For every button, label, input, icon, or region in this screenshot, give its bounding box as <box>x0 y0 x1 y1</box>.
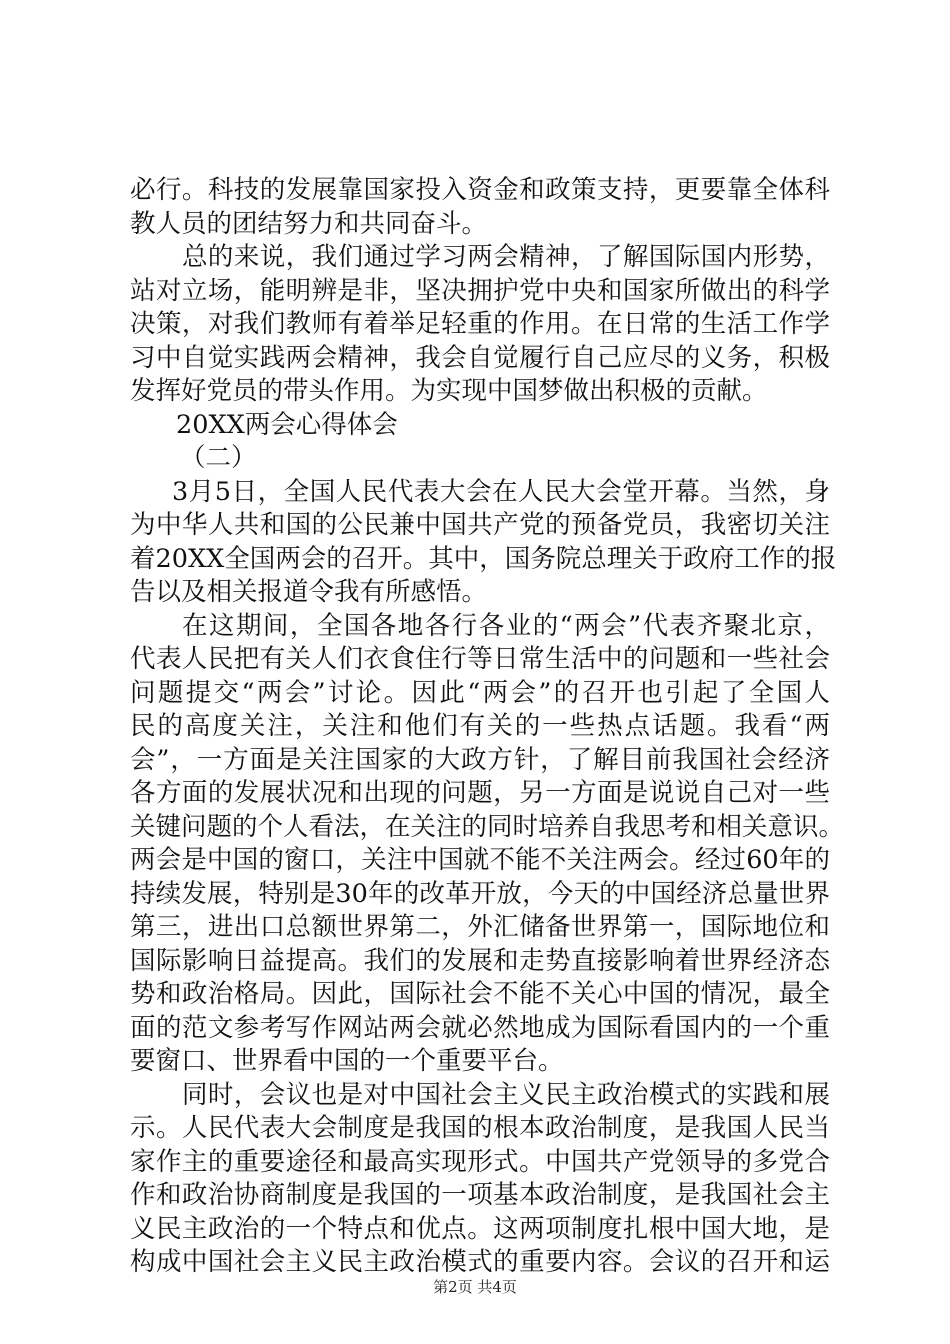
document-body <box>130 174 845 1280</box>
text-line: 各方面的发展状况和出现的问题，另一方面是说说自己对一些 <box>130 778 830 808</box>
text-line: 20XX两会心得体会 <box>176 409 398 440</box>
text-line: 家作主的重要途径和最高实现形式。中国共产党领导的多党合 <box>130 1146 830 1177</box>
text-line: 两会是中国的窗口，关注中国就不能不关注两会。经过60年的 <box>130 845 830 875</box>
text-line: 站对立场，能明辨是非，坚决拥护党中央和国家所做出的科学 <box>130 275 830 306</box>
text-line: 同时，会议也是对中国社会主义民主政治模式的实践和展 <box>182 1079 830 1110</box>
text-line: 第三，进出口总额世界第二，外汇储备世界第一，国际地位和 <box>130 912 830 942</box>
text-line: 告以及相关报道令我有所感悟。 <box>130 577 488 607</box>
text-line: 国际影响日益提高。我们的发展和走势直接影响着世界经济态 <box>130 945 830 976</box>
text-line: 问题提交“两会”讨论。因此“两会”的召开也引起了全国人 <box>130 677 830 708</box>
text-line: 会”，一方面是关注国家的大政方针，了解目前我国社会经济 <box>130 744 830 775</box>
text-line: 要窗口、世界看中国的一个重要平台。 <box>130 1046 564 1076</box>
text-line: 教人员的团结努力和共同奋斗。 <box>130 208 488 239</box>
text-line: 习中自觉实践两会精神，我会自觉履行自己应尽的义务，积极 <box>130 342 830 373</box>
text-line: 着20XX全国两会的召开。其中，国务院总理关于政府工作的报 <box>130 543 837 574</box>
text-line: 必行。科技的发展靠国家投入资金和政策支持，更要靠全体科 <box>130 175 830 205</box>
text-line: 决策，对我们教师有着举足轻重的作用。在日常的生活工作学 <box>130 309 830 339</box>
text-line: 在这期间，全国各地各行各业的“两会”代表齐聚北京， <box>182 610 830 641</box>
text-line: 为中华人共和国的公民兼中国共产党的预备党员，我密切关注 <box>130 510 830 540</box>
text-line: 发挥好党员的带头作用。为实现中国梦做出积极的贡献。 <box>130 376 768 406</box>
page-footer: 第2页 共4页 <box>433 1278 517 1296</box>
text-line: 3月5日，全国人民代表大会在人民大会堂开幕。当然，身 <box>172 476 830 507</box>
text-line: 面的范文参考写作网站两会就必然地成为国际看国内的一个重 <box>130 1012 830 1043</box>
text-line: 势和政治格局。因此，国际社会不能不关心中国的情况，最全 <box>130 979 830 1009</box>
text-line: 义民主政治的一个特点和优点。这两项制度扎根中国大地，是 <box>130 1213 830 1244</box>
text-line: 作和政治协商制度是我国的一项基本政治制度，是我国社会主 <box>130 1180 830 1210</box>
text-line: 构成中国社会主义民主政治模式的重要内容。会议的召开和运 <box>130 1247 830 1277</box>
text-line: 民的高度关注，关注和他们有关的一些热点话题。我看“两 <box>130 711 830 741</box>
text-line: 总的来说，我们通过学习两会精神，了解国际国内形势， <box>182 242 830 272</box>
text-line: （二） <box>180 443 257 473</box>
text-line: 代表人民把有关人们衣食住行等日常生活中的问题和一些社会 <box>130 644 830 674</box>
text-line: 关键问题的个人看法，在关注的同时培养自我思考和相关意识。 <box>130 811 845 842</box>
text-line: 持续发展，特别是30年的改革开放，今天的中国经济总量世界 <box>130 878 830 909</box>
text-line: 示。人民代表大会制度是我国的根本政治制度，是我国人民当 <box>130 1113 830 1143</box>
